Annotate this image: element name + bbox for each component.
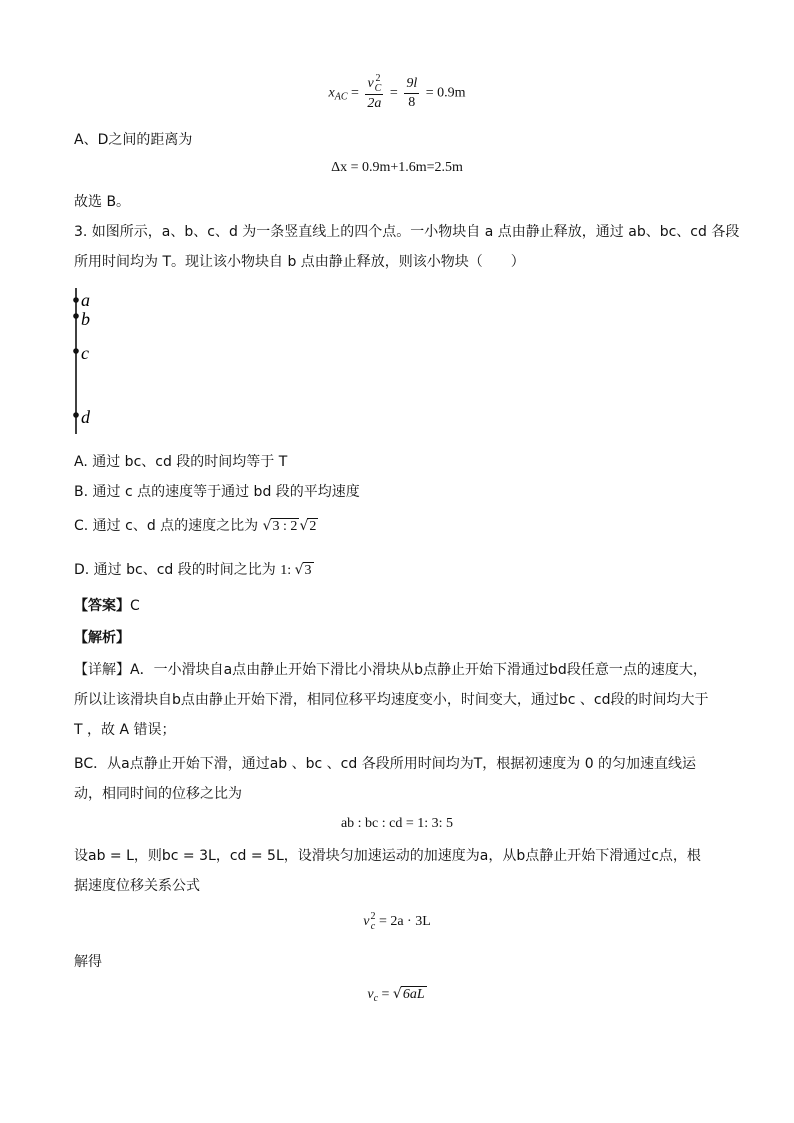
equation-ratio: ab : bc : cd = 1: 3: 5	[340, 816, 454, 831]
eq-vc-rad: 6aL	[402, 987, 425, 1002]
detail-line-8: 解得	[74, 954, 102, 970]
option-d-math: 1: √3	[280, 562, 312, 578]
option-a: A. 通过 bc、cd 段的时间均等于 T	[74, 454, 288, 470]
option-c	[74, 516, 318, 537]
point-a-dot	[73, 297, 79, 303]
option-d-text: D. 通过 bc、cd 段的时间之比为	[74, 562, 276, 578]
detail-line-1: 【详解】A．一小滑块自a点由静止开始下滑比小滑块从b点静止开始下滑通过bd段任意一点的速度大，	[74, 662, 707, 678]
answer-line	[74, 596, 140, 616]
detail-line-5: 动，相同时间的位移之比为	[74, 786, 242, 802]
text-ad-distance: A、D之间的距离为	[74, 132, 193, 148]
option-d	[74, 560, 314, 581]
option-b: B. 通过 c 点的速度等于通过 bd 段的平均速度	[74, 484, 360, 500]
option-c-text: C. 通过 c、d 点的速度之比为	[74, 518, 259, 534]
eq-v2-sub: c	[370, 921, 376, 932]
option-c-rad2: 2	[309, 519, 317, 534]
question-line-2: 所用时间均为 T。现让该小物块自 b 点由静止释放，则该小物块（ ）	[74, 254, 525, 270]
text-select-b: 故选 B。	[74, 194, 131, 210]
equation-vc: $v_c = √6aL$	[367, 986, 425, 1004]
option-d-ratio: 1:	[280, 563, 295, 578]
analysis-tag: 【解析】	[74, 630, 130, 646]
eq-v2-lhs: v	[363, 914, 370, 930]
answer-tag: 【答案】	[74, 598, 130, 614]
detail-line-4: BC．从a点静止开始下滑，通过ab 、bc 、cd 各段所用时间均为T，根据初速度为 0 的匀加速直线运	[74, 756, 697, 772]
detail-line-3: T ，故 A 错误；	[74, 722, 176, 738]
point-a-label: a	[81, 290, 90, 310]
eq-xac-num1-sup: 2	[375, 73, 381, 84]
point-d-dot	[73, 412, 79, 418]
eq-xac-result: = 0.9m	[425, 85, 466, 101]
option-c-rad1: 3 : 2	[272, 519, 298, 534]
eq-vc-lhs: v	[367, 987, 374, 1002]
point-b-dot	[73, 313, 79, 319]
eq-vc-sub: c	[373, 993, 379, 1004]
eq-xac-lhs-sub: AC	[334, 91, 348, 103]
option-d-rad: 3	[304, 563, 312, 578]
fraction-vc2-2a	[365, 74, 383, 113]
answer-value: C	[130, 598, 140, 614]
eq-xac-equals: =	[351, 85, 359, 101]
equation-delta-x: Δx = 0.9m+1.6m=2.5m	[331, 160, 463, 175]
eq-xac-num1: v	[367, 76, 374, 92]
eq-vc-equals: =	[378, 987, 393, 1002]
figure-vertical-line	[64, 284, 124, 439]
eq-xac-lhs: x	[328, 85, 335, 101]
detail-line-2: 所以让该滑块自b点由静止开始下滑，相同位移平均速度变小，时间变大，通过bc 、cd段的时间均大于	[74, 692, 709, 708]
equation-xac	[0, 74, 794, 113]
eq-xac-den1: 2a	[367, 96, 382, 111]
eq-xac-den2: 8	[408, 95, 416, 110]
point-c-dot	[73, 348, 79, 354]
question-line-1: 3. 如图所示，a、b、c、d 为一条竖直线上的四个点。一小物块自 a 点由静止释放，通过 ab、bc、cd 各段	[74, 224, 740, 240]
eq-xac-num1-sub: C	[374, 83, 382, 94]
point-b-label: b	[81, 309, 90, 329]
detail-line-7: 据速度位移关系公式	[74, 878, 200, 894]
eq-v2-sup: 2	[370, 911, 376, 922]
eq-xac-num2: 9l	[404, 75, 419, 94]
eq-v2-rhs: = 2a · 3L	[375, 914, 431, 930]
detail-line-6: 设ab = L，则bc = 3L，cd = 5L，设滑块匀加速运动的加速度为a，从b点静止开始下滑通过c点，根	[74, 848, 701, 864]
fraction-9l-8	[404, 75, 419, 112]
point-d-label: d	[81, 407, 90, 427]
point-c-label: c	[81, 343, 89, 363]
eq-xac-equals-2: =	[389, 85, 398, 101]
equation-vc-squared	[0, 912, 794, 932]
option-c-math: √3 : 2 √2	[262, 518, 317, 534]
